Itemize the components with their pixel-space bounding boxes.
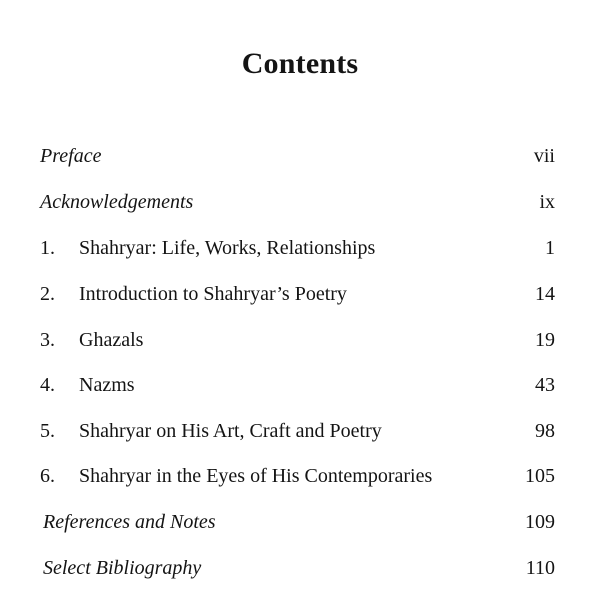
toc-chapter-4[interactable] xyxy=(40,370,555,400)
toc-entry-label: Ghazals xyxy=(79,329,144,351)
toc-entry-label: Shahryar: Life, Works, Relationships xyxy=(79,237,376,259)
toc-entry-label: Nazms xyxy=(79,374,135,396)
toc-chapter-5[interactable] xyxy=(40,416,555,446)
page-title: Contents xyxy=(241,47,359,80)
toc-chapter-6[interactable] xyxy=(40,461,555,491)
toc-entry-page: 43 xyxy=(535,374,555,396)
toc-entry-acknowledgements[interactable] xyxy=(40,187,555,217)
toc-entry-label: Shahryar in the Eyes of His Contemporaries xyxy=(79,465,433,487)
toc-entry-label: Acknowledgements xyxy=(40,191,194,213)
toc-chapter-2[interactable] xyxy=(40,279,555,309)
toc-entry-page: 1 xyxy=(545,237,555,259)
chapter-number: 3. xyxy=(40,329,55,351)
toc-entry-label: Shahryar on His Art, Craft and Poetry xyxy=(79,420,382,442)
toc-entry-page: 14 xyxy=(535,283,555,305)
chapter-number: 4. xyxy=(40,374,55,396)
toc-entry-bibliography[interactable] xyxy=(43,553,555,583)
toc-entry-page: 109 xyxy=(525,511,555,533)
toc-chapter-1[interactable] xyxy=(40,233,555,263)
toc-entry-page: 110 xyxy=(525,557,555,579)
toc-entry-label: Introduction to Shahryar’s Poetry xyxy=(79,283,347,305)
toc-entry-page: 98 xyxy=(535,420,555,442)
chapter-number: 1. xyxy=(40,237,55,259)
toc-entry-page: ix xyxy=(539,191,555,213)
chapter-number: 6. xyxy=(40,465,55,487)
toc-entry-page: 19 xyxy=(535,329,555,351)
toc-entry-page: vii xyxy=(533,145,555,167)
chapter-number: 5. xyxy=(40,420,55,442)
toc-entry-preface[interactable] xyxy=(40,141,555,171)
toc-entry-label: Preface xyxy=(40,145,102,167)
toc-entry-label: References and Notes xyxy=(43,511,216,533)
chapter-number: 2. xyxy=(40,283,55,305)
toc-entry-references[interactable] xyxy=(43,507,555,537)
toc-entry-label: Select Bibliography xyxy=(43,557,202,579)
toc-chapter-3[interactable] xyxy=(40,325,555,355)
toc-entry-page: 105 xyxy=(525,465,555,487)
